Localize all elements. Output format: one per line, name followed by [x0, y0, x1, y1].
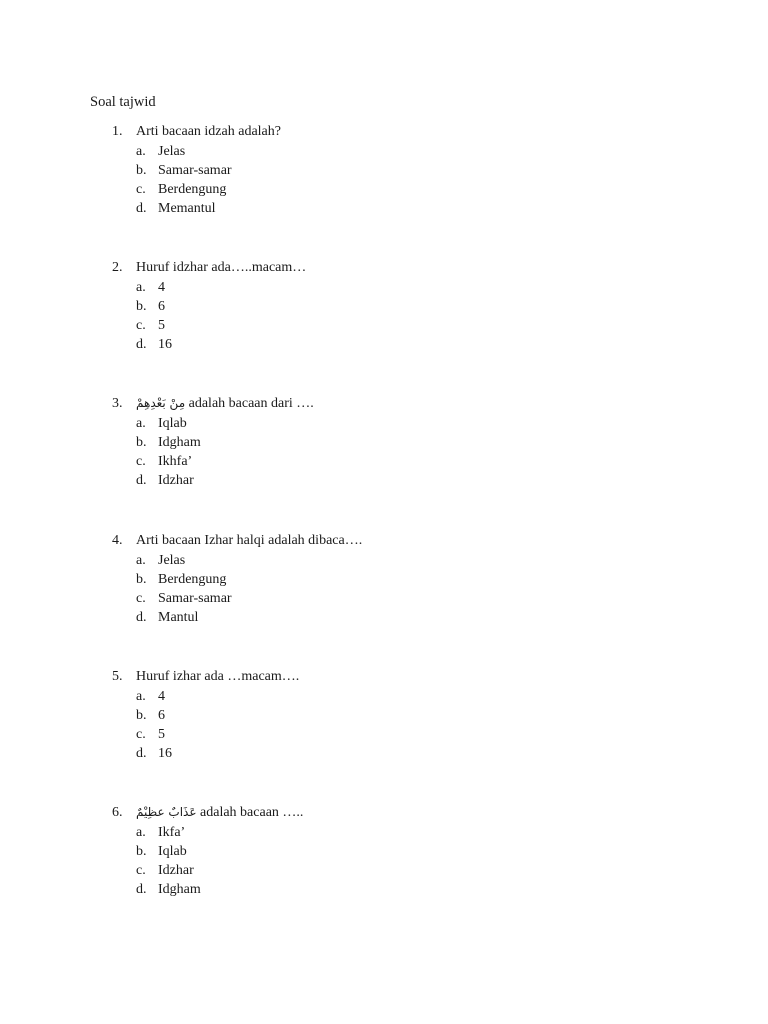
option-text: Idzhar	[158, 473, 194, 489]
question-6	[0, 803, 700, 900]
option-text: Memantul	[158, 201, 216, 217]
option-letter: d.	[136, 473, 147, 489]
option-d	[0, 335, 700, 354]
option-c	[0, 316, 700, 335]
option-letter: a.	[136, 688, 146, 704]
question-number: 1.	[112, 124, 123, 139]
option-d	[0, 744, 700, 763]
option-text: Jelas	[158, 143, 186, 159]
question-line	[0, 394, 700, 414]
option-b	[0, 570, 700, 589]
option-text: 4	[158, 688, 165, 704]
question-text: Huruf idzhar ada…..macam…	[136, 260, 307, 275]
option-b	[0, 433, 700, 452]
option-a	[0, 551, 700, 570]
question-1	[0, 122, 700, 219]
option-d	[0, 880, 700, 899]
option-text: Samar-samar	[158, 162, 232, 178]
question-number: 3.	[112, 396, 123, 411]
option-letter: c.	[136, 182, 146, 198]
question-text-tail: adalah bacaan dari ….	[188, 396, 314, 411]
option-c	[0, 725, 700, 744]
option-text: Ikhfa’	[158, 454, 193, 470]
option-c	[0, 180, 700, 199]
option-text: Idgham	[158, 882, 201, 898]
option-text: 16	[158, 746, 172, 762]
question-line	[0, 531, 700, 551]
option-letter: d.	[136, 201, 147, 217]
option-letter: d.	[136, 882, 147, 898]
option-letter: b.	[136, 298, 147, 314]
option-letter: b.	[136, 162, 147, 178]
option-letter: c.	[136, 863, 146, 879]
document-title: Soal tajwid	[90, 94, 156, 110]
option-a	[0, 278, 700, 297]
option-letter: c.	[136, 454, 146, 470]
option-text: 6	[158, 298, 165, 314]
question-line	[0, 258, 700, 278]
option-a	[0, 823, 700, 842]
option-text: Ikfa’	[158, 824, 186, 840]
question-3	[0, 394, 700, 491]
option-b	[0, 706, 700, 725]
option-text: 16	[158, 337, 172, 353]
question-text: Arti bacaan idzah adalah?	[136, 124, 281, 139]
option-letter: c.	[136, 318, 146, 334]
question-line	[0, 803, 700, 823]
arabic-phrase: مِنْ بَعْدِهِمْ	[136, 396, 186, 410]
question-5	[0, 667, 700, 764]
question-4	[0, 531, 700, 628]
question-number: 4.	[112, 533, 123, 548]
option-letter: b.	[136, 707, 147, 723]
option-text: Iqlab	[158, 415, 187, 431]
option-d	[0, 199, 700, 218]
question-text-tail: adalah bacaan …..	[200, 805, 304, 820]
option-letter: b.	[136, 434, 147, 450]
option-letter: d.	[136, 610, 147, 626]
arabic-phrase: عَذَابٌ عظِيْمٌ	[136, 805, 197, 819]
question-number: 6.	[112, 805, 123, 820]
question-line	[0, 122, 700, 142]
option-text: Berdengung	[158, 571, 227, 587]
question-text: Huruf izhar ada …macam….	[136, 669, 300, 684]
question-text	[136, 394, 314, 414]
option-text: Mantul	[158, 610, 199, 626]
option-b	[0, 842, 700, 861]
option-letter: c.	[136, 727, 146, 743]
option-letter: a.	[136, 415, 146, 431]
option-letter: b.	[136, 843, 147, 859]
option-b	[0, 297, 700, 316]
option-letter: d.	[136, 337, 147, 353]
option-letter: a.	[136, 279, 146, 295]
question-number: 2.	[112, 260, 123, 275]
option-b	[0, 161, 700, 180]
option-text: 6	[158, 707, 165, 723]
option-text: Jelas	[158, 552, 186, 568]
option-letter: b.	[136, 571, 147, 587]
option-text: Iqlab	[158, 843, 187, 859]
option-d	[0, 471, 700, 490]
option-a	[0, 142, 700, 161]
option-text: Samar-samar	[158, 591, 232, 607]
option-letter: a.	[136, 824, 146, 840]
option-letter: d.	[136, 746, 147, 762]
option-text: 5	[158, 727, 165, 743]
option-text: 5	[158, 318, 165, 334]
option-text: Berdengung	[158, 182, 227, 198]
option-text: 4	[158, 279, 165, 295]
option-letter: a.	[136, 143, 146, 159]
option-c	[0, 861, 700, 880]
option-a	[0, 687, 700, 706]
option-c	[0, 452, 700, 471]
question-text: Arti bacaan Izhar halqi adalah dibaca….	[136, 533, 363, 548]
option-c	[0, 589, 700, 608]
option-a	[0, 414, 700, 433]
question-line	[0, 667, 700, 687]
option-d	[0, 608, 700, 627]
option-letter: a.	[136, 552, 146, 568]
option-text: Idgham	[158, 434, 201, 450]
question-number: 5.	[112, 669, 123, 684]
option-letter: c.	[136, 591, 146, 607]
option-text: Idzhar	[158, 863, 194, 879]
question-2	[0, 258, 700, 355]
question-text	[136, 803, 303, 823]
